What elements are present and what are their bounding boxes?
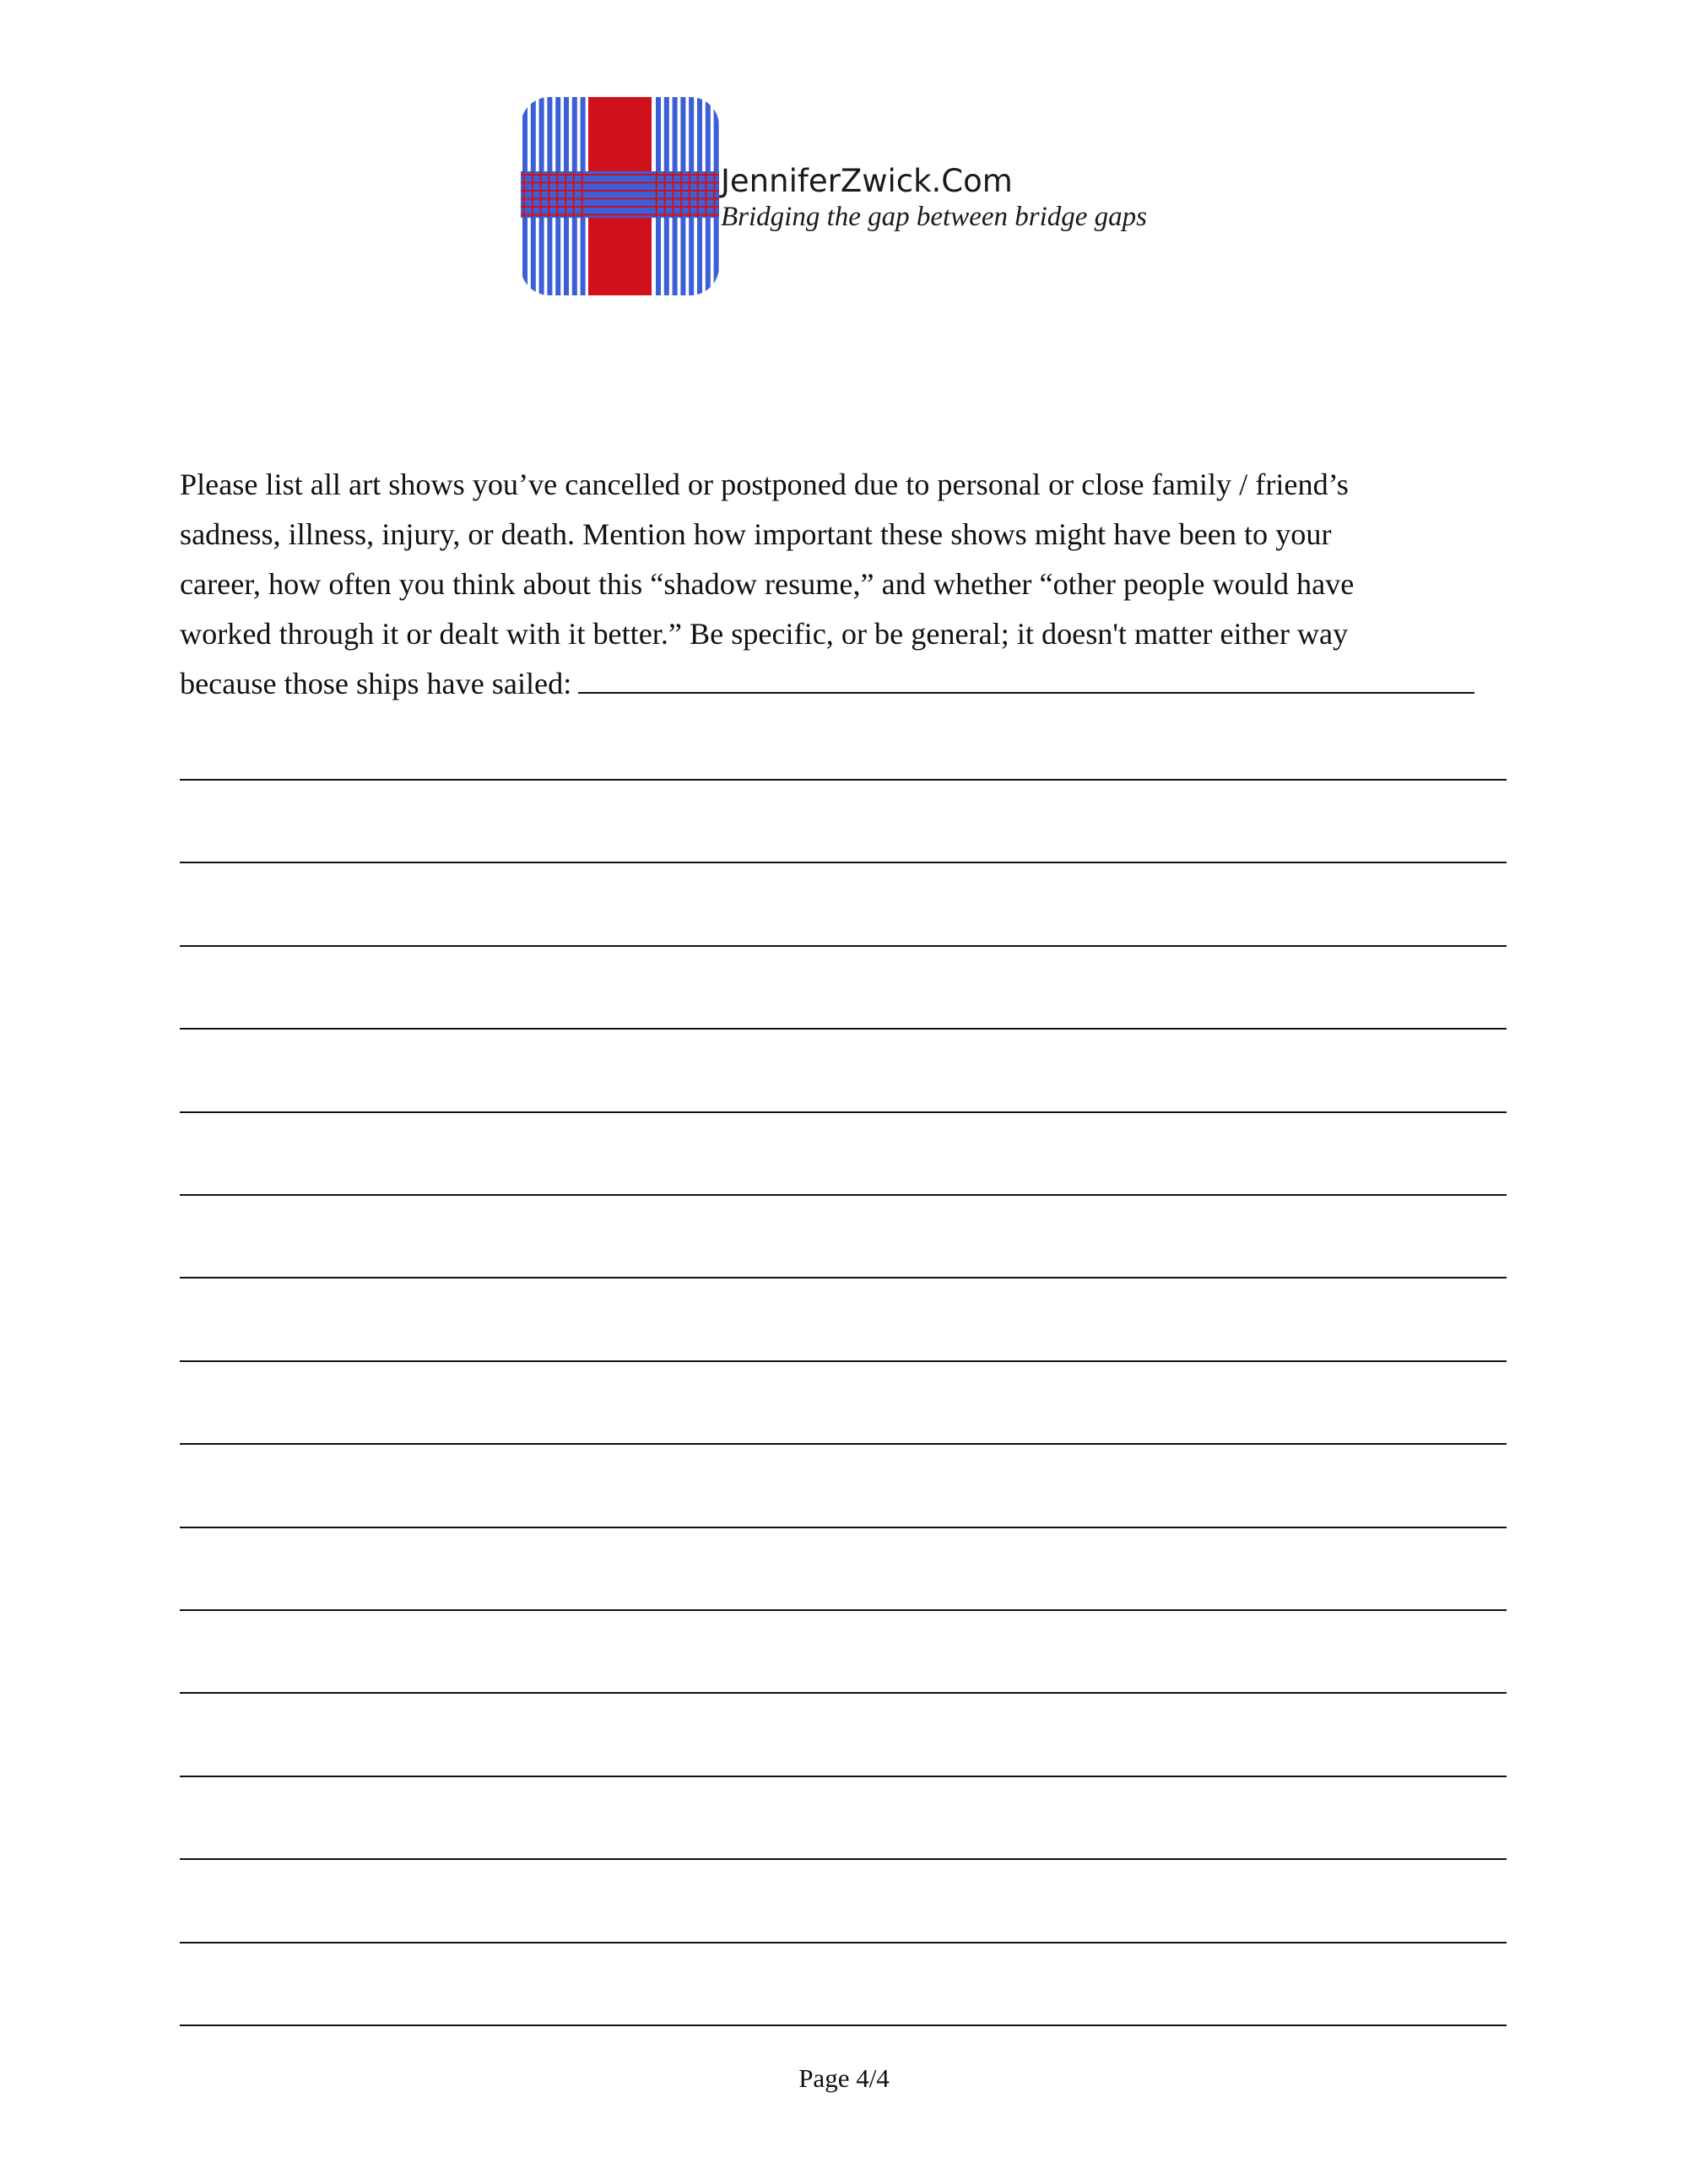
answer-lines <box>180 0 1507 2184</box>
answer-line[interactable] <box>180 1609 1507 1611</box>
brand-name: JenniferZwick.Com <box>721 163 1013 199</box>
prompt-line-text: because those ships have sailed: <box>180 667 572 700</box>
answer-line[interactable] <box>180 779 1507 781</box>
answer-line[interactable] <box>180 2025 1507 2026</box>
prompt-line: sadness, illness, injury, or death. Mention how important these shows might have been to your <box>180 517 1332 551</box>
answer-line[interactable] <box>180 1858 1507 1860</box>
page-number: Page 4/4 <box>798 2063 890 2093</box>
answer-line[interactable] <box>180 862 1507 863</box>
answer-line[interactable] <box>180 1194 1507 1196</box>
prompt-line: Please list all art shows you’ve cancelled or postponed due to personal or close family / friend’s <box>180 468 1349 501</box>
answer-line[interactable] <box>180 1942 1507 1943</box>
brand-tagline: Bridging the gap between bridge gaps <box>721 202 1148 232</box>
answer-line[interactable] <box>180 1111 1507 1113</box>
answer-line[interactable] <box>180 945 1507 947</box>
answer-line[interactable] <box>180 1277 1507 1279</box>
answer-line[interactable] <box>180 1527 1507 1528</box>
answer-line[interactable] <box>180 1692 1507 1694</box>
answer-line[interactable] <box>180 1028 1507 1030</box>
answer-line[interactable] <box>180 1776 1507 1777</box>
prompt-line: career, how often you think about this “shadow resume,” and whether “other people would have <box>180 567 1355 601</box>
answer-line[interactable] <box>180 1443 1507 1445</box>
answer-line[interactable] <box>180 1360 1507 1362</box>
prompt-line: worked through it or dealt with it better.” Be specific, or be general; it doesn't matter either way <box>180 617 1349 651</box>
